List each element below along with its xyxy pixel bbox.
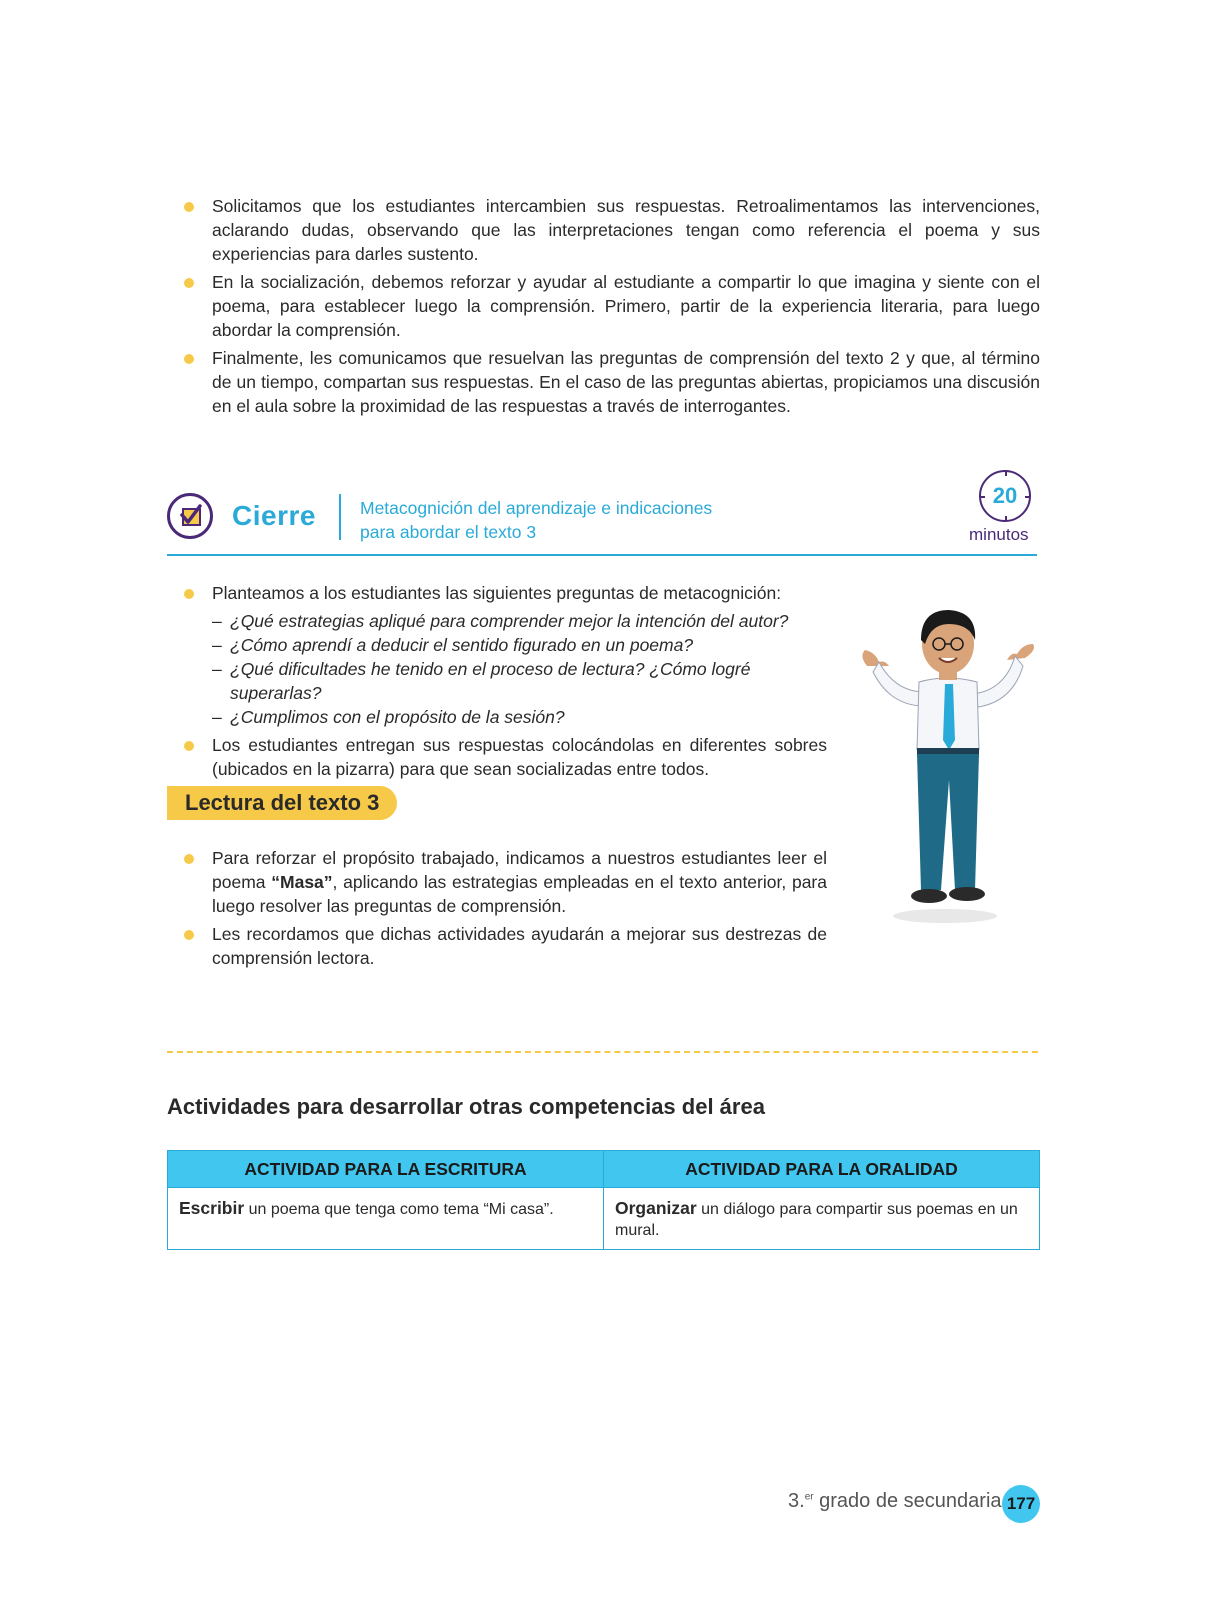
question-item: – ¿Qué dificultades he tenido en el proceso de lectura? ¿Cómo logré superarlas? xyxy=(212,659,751,703)
table-row xyxy=(168,1188,1040,1250)
timer-minutes: 20 xyxy=(992,483,1018,508)
bullet-dot-icon xyxy=(184,354,194,364)
cierre-bullet: Los estudiantes entregan sus respuestas colocándolas en diferentes sobres (ubicados en la pizarra) para que sean socializadas entre todos. xyxy=(167,733,827,781)
bullet-dot-icon xyxy=(184,930,194,940)
lectura-bullet: Para reforzar el propósito trabajado, indicamos a nuestros estudiantes leer el poema “Masa”, aplicando las estrategias empleadas en el texto anterior, para luego resolver las preguntas de comprensión. xyxy=(167,846,827,918)
cierre-bullet-list xyxy=(167,581,827,785)
bullet-dot-icon xyxy=(184,202,194,212)
section-divider xyxy=(167,554,1037,556)
table-cell-oralidad: Organizar un diálogo para compartir sus poemas en un mural. xyxy=(604,1188,1040,1250)
divider xyxy=(339,494,341,540)
question-item: – ¿Qué estrategias apliqué para comprender mejor la intención del autor? xyxy=(212,611,789,631)
metacognition-questions xyxy=(212,609,827,729)
cierre-description: Metacognición del aprendizaje e indicaciones para abordar el texto 3 xyxy=(360,498,713,542)
cierre-bullet: Planteamos a los estudiantes las siguientes preguntas de metacognición: – ¿Qué estrategias apliqué para comprender mejor la intención del autor? – ¿Cómo aprendí a deducir el sentido figurado en un poema? – ¿Qué dificultades he tenido en el proceso de lectura? ¿Cómo logré superarlas? – ¿Cumplimos con el propósito de la sesión? xyxy=(167,581,827,729)
intro-bullet: Finalmente, les comunicamos que resuelvan las preguntas de comprensión del texto 2 y que, al término de un tiempo, compartan sus respuestas. En el caso de las preguntas abiertas, propiciamos una discusión en el aula sobre la proximidad de las respuestas a través de interrogantes. xyxy=(167,346,1040,418)
cierre-title: Cierre xyxy=(232,500,316,531)
bullet-dot-icon xyxy=(184,741,194,751)
activities-heading: Actividades para desarrollar otras competencias del área xyxy=(167,1094,765,1119)
grade-label: 3.$^{er}$ grado de secundaria xyxy=(788,1490,1002,1512)
timer-label: minutos xyxy=(969,525,1029,544)
teacher-illustration xyxy=(855,600,1040,925)
lectura-bullet: Les recordamos que dichas actividades ayudarán a mejorar sus destrezas de comprensión lectora. xyxy=(167,922,827,970)
bullet-dot-icon xyxy=(184,278,194,288)
intro-bullet: En la socialización, debemos reforzar y ayudar al estudiante a compartir lo que imagina y siente con el poema, para establecer luego la comprensión. Primero, partir de la experiencia literaria, para luego abordar la comprensión. xyxy=(167,270,1040,342)
intro-bullet-list xyxy=(167,194,1040,422)
activities-table xyxy=(167,1150,1040,1250)
table-header-oralidad: ACTIVIDAD PARA LA ORALIDAD xyxy=(604,1151,1040,1188)
lectura-section-title: Lectura del texto 3 xyxy=(167,786,397,820)
table-cell-escritura: Escribir un poema que tenga como tema “Mi casa”. xyxy=(168,1188,604,1250)
checkbox-icon xyxy=(167,493,213,539)
page-number: 177 xyxy=(1002,1485,1040,1523)
bullet-dot-icon xyxy=(184,854,194,864)
bullet-dot-icon xyxy=(184,589,194,599)
table-header-escritura: ACTIVIDAD PARA LA ESCRITURA xyxy=(168,1151,604,1188)
question-item: – ¿Cómo aprendí a deducir el sentido figurado en un poema? xyxy=(212,635,694,655)
question-item: – ¿Cumplimos con el propósito de la sesión? xyxy=(212,707,565,727)
intro-bullet: Solicitamos que los estudiantes intercambien sus respuestas. Retroalimentamos las intervenciones, aclarando dudas, observando que las interpretaciones tengan como referencia el poema y sus experiencias para darles sustento. xyxy=(167,194,1040,266)
dashed-divider xyxy=(167,1051,1038,1053)
lectura-bullet-list xyxy=(167,846,827,974)
timer-icon xyxy=(979,470,1031,522)
